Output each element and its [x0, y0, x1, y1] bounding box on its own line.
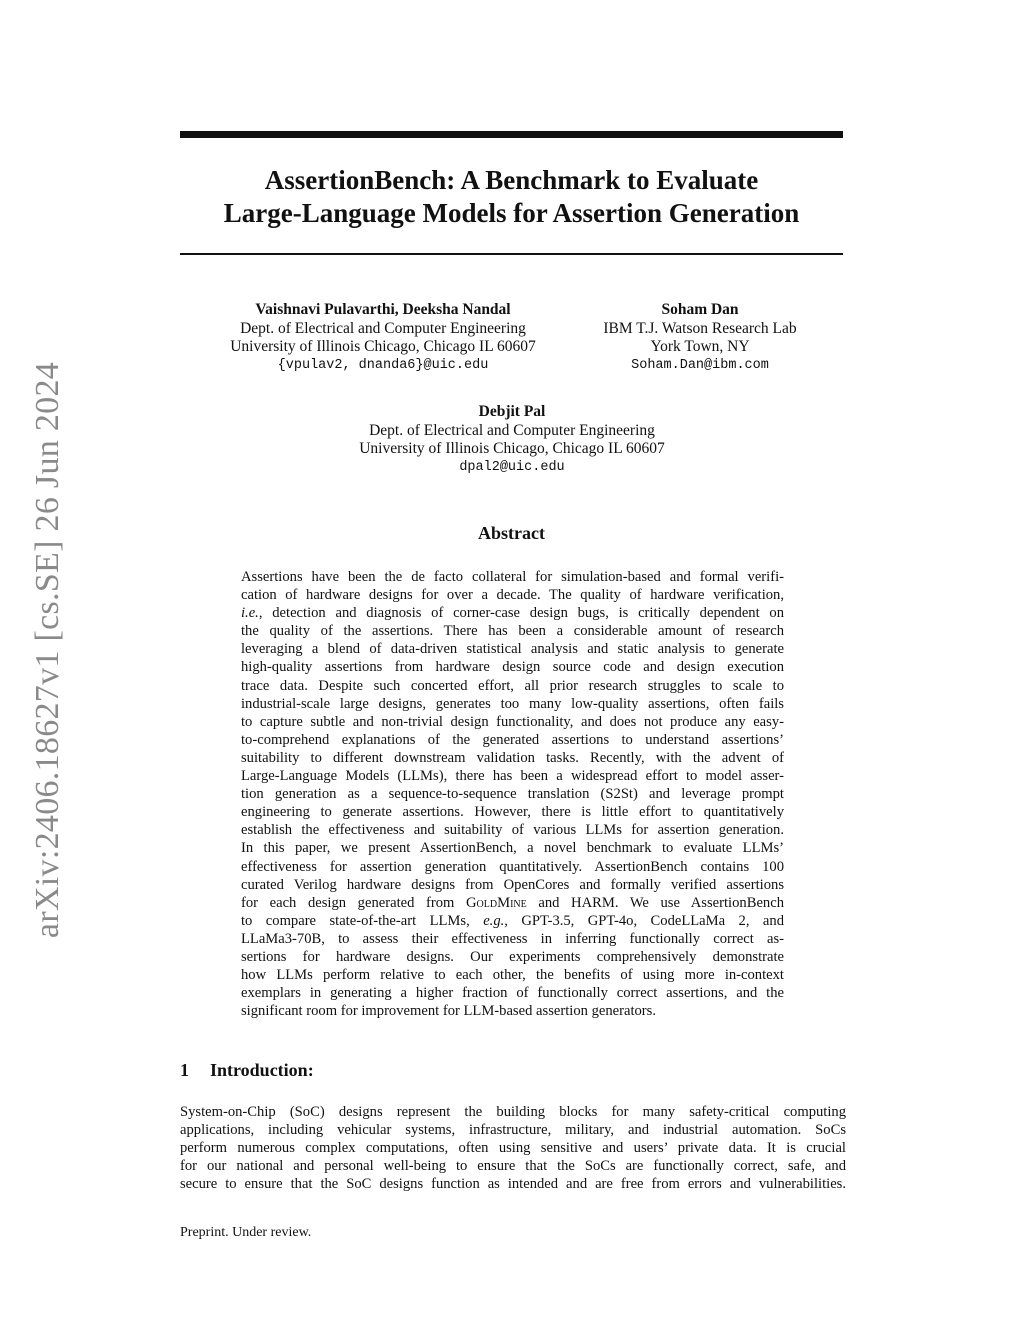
text-line: the quality of the assertions. There has been a considerable amount of research: [241, 623, 784, 640]
text-line: System-on-Chip (SoC) designs represent the building blocks for many safety-critical computing: [180, 1104, 846, 1120]
author-name: Soham Dan: [661, 301, 739, 318]
author-block-1: [200, 301, 566, 375]
section-title: Introduction:: [210, 1060, 314, 1080]
section-heading-introduction: [180, 1060, 314, 1081]
text-line: effectiveness for assertion generation quantitatively. AssertionBench contains 100: [241, 858, 784, 875]
text-line: trace data. Despite such concerted effort, all prior research struggles to scale to: [241, 677, 784, 694]
author-affiliation: York Town, NY: [650, 338, 750, 355]
text-line: for our national and personal well-being to ensure that the SoCs are functionally correct, safe, and: [180, 1158, 846, 1175]
text-line: to capture subtle and non-trivial design functionality, and does not produce any easy-: [241, 713, 784, 730]
abstract-heading: Abstract: [478, 523, 545, 543]
text-line: LLaMa3-70B, to assess their effectiveness in inferring functionally correct as-: [241, 930, 784, 947]
text-line: exemplars in generating a higher fraction of functionally correct assertions, and the: [241, 985, 784, 1002]
text-line: to-comprehend explanations of the generated assertions to understand assertions’: [241, 731, 784, 748]
author-block-2: [590, 301, 810, 375]
author-name: Vaishnavi Pulavarthi, Deeksha Nandal: [255, 301, 511, 318]
text-line: applications, including vehicular systems, infrastructure, military, and industrial automation. SoCs: [180, 1122, 846, 1139]
title-line-2: Large-Language Models for Assertion Generation: [223, 198, 800, 228]
author-dept: Dept. of Electrical and Computer Engineering: [369, 421, 655, 439]
section-number: 1: [180, 1060, 189, 1080]
introduction-body: [180, 1103, 846, 1193]
author-affiliation: University of Illinois Chicago, Chicago IL 60607: [230, 338, 536, 355]
text-line: Large-Language Models (LLMs), there has been a widespread effort to model asser-: [241, 768, 784, 785]
text-line: In this paper, we present AssertionBench, a novel benchmark to evaluate LLMs’: [241, 840, 784, 857]
title-bottom-rule: [180, 253, 843, 255]
text-line: tion generation as a sequence-to-sequence translation (S2St) and leverage prompt: [241, 786, 784, 803]
arxiv-identifier-stamp: arXiv:2406.18627v1 [cs.SE] 26 Jun 2024: [29, 361, 66, 939]
text-line: engineering to generate assertions. However, there is little effort to quantitatively: [241, 804, 784, 821]
text-line: establish the effectiveness and suitability of various LLMs for assertion generation.: [241, 822, 784, 839]
author-block-3: [312, 403, 712, 477]
preprint-footer-note: Preprint. Under review.: [180, 1225, 312, 1240]
title-line-1: AssertionBench: A Benchmark to Evaluate: [264, 165, 759, 195]
text-line: Assertions have been the de facto collateral for simulation-based and formal verifi-: [241, 569, 784, 585]
text-line: curated Verilog hardware designs from OpenCores and formally verified assertions: [241, 876, 784, 893]
text-line: leveraging a blend of data-driven statistical analysis and static analysis to generate: [241, 641, 784, 658]
text-line: industrial-scale large designs, generates too many low-quality assertions, often fails: [241, 695, 784, 712]
author-name: Debjit Pal: [478, 403, 546, 420]
title-top-rule: [180, 131, 843, 138]
abstract-body: [241, 568, 784, 1020]
author-affiliation: University of Illinois Chicago, Chicago IL 60607: [359, 440, 665, 457]
text-line: sertions for hardware designs. Our experiments comprehensively demonstrate: [241, 948, 784, 965]
author-dept: Dept. of Electrical and Computer Engineering: [240, 319, 526, 337]
text-line: to compare state-of-the-art LLMs, e.g., GPT-3.5, GPT-4o, CodeLLaMa 2, and: [241, 912, 784, 929]
text-line: significant room for improvement for LLM-based assertion generators.: [241, 1003, 656, 1020]
author-email: {vpulav2, dnanda6}@uic.edu: [277, 357, 489, 373]
text-line: i.e., detection and diagnosis of corner-case design bugs, is critically dependent on: [241, 605, 784, 622]
text-line: suitability to different downstream validation tasks. Recently, with the advent of: [241, 749, 784, 766]
text-line: for each design generated from GoldMine and HARM. We use AssertionBench: [241, 894, 784, 911]
text-line: secure to ensure that the SoC designs function as intended and are free from errors and vulnerabilities.: [180, 1176, 846, 1193]
text-line: cation of hardware designs for over a decade. The quality of hardware verification,: [241, 587, 784, 604]
paper-title: [180, 164, 843, 230]
text-line: high-quality assertions from hardware design source code and design execution: [241, 659, 784, 676]
author-email: Soham.Dan@ibm.com: [631, 357, 769, 373]
text-line: perform numerous complex computations, often using sensitive and users’ private data. It is crucial: [180, 1140, 846, 1157]
text-line: how LLMs perform relative to each other, the benefits of using more in-context: [241, 967, 784, 984]
author-email: dpal2@uic.edu: [459, 459, 565, 475]
author-dept: IBM T.J. Watson Research Lab: [603, 319, 797, 337]
